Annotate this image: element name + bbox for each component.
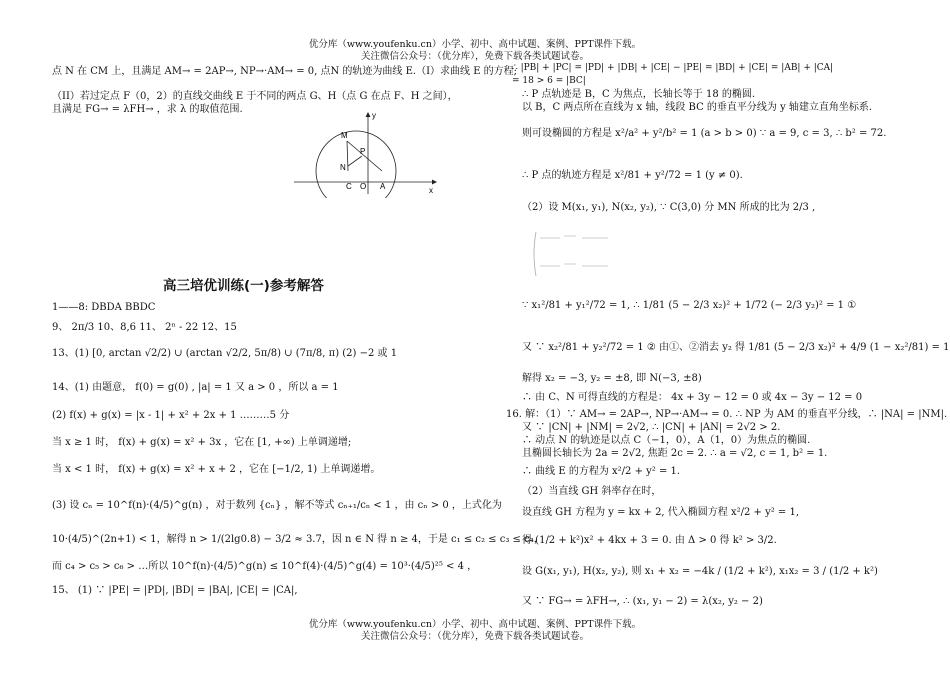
problem-text-line-3: 且满足 FG→ = λFH→ ，求 λ 的取值范围. (52, 104, 243, 115)
right-trajectory-equation: ∴ P 点的轨迹方程是 x²/81 + y²/72 = 1 (y ≠ 0). (522, 170, 743, 181)
label-m: M (341, 131, 348, 140)
header-line-1: 优分库（www.youfenku.cn）小学、初中、高中试题、案例、PPT课件下载。 (308, 39, 642, 50)
right-part2-setup: （2）设 M(x₁, y₁), N(x₂, y₂), ∵ C(3,0) 分 MN 所成的比为 2/3 , (522, 202, 816, 213)
right-line-cn: ∴ 由 C、N 可得直线的方程是： 4x + 3y − 12 = 0 或 4x − 3y − 12 = 0 (522, 392, 863, 403)
y-axis-arrow (366, 112, 371, 117)
segment-ma (347, 141, 382, 171)
answer-16-vector: 又 ∵ FG→ = λFH→, ∴ (x₁, y₁ − 2) = λ(x₂, y₂ − 2) (522, 596, 763, 607)
label-o: O (360, 182, 367, 191)
right-solution-n: 解得 x₂ = −3, y₂ = ±8, 即 N(−3, ±8) (522, 373, 702, 384)
answer-9-12: 9、 2π/3 10、8,6 11、 2ⁿ - 22 12、15 (52, 322, 237, 333)
answer-15-start: 15、 (1) ∵ |PE| = |PD|, |BD| = |BA|, |CE| = |CA|, (52, 585, 298, 596)
right-line-1: ∴ |PB| + |PC| = |PD| + |DB| + |CE| − |PE| = |BD| + |CE| = |AB| + |CA| (512, 63, 834, 73)
answer-16-part2: （2）当直线 GH 斜率存在时， (522, 486, 662, 497)
answer-14-part1: 14、(1) 由题意， f(0) = g(0) , |a| = 1 又 a > 0 ，所以 a = 1 (52, 382, 339, 393)
page-title: 高三培优训练(一)参考解答 (163, 278, 324, 294)
right-equation-1: ∵ x₁²/81 + y₁²/72 = 1, ∴ 1/81 (5 − 2/3 x₂)² + 1/72 (− 2/3 y₂)² = 1 ① (522, 300, 857, 311)
answer-14-part3: (3) 设 cₙ = 10^f(n)·(4/5)^g(n) ，对于数列 {cₙ} ，解不等式 cₙ₊₁/cₙ < 1 ，由 cₙ > 0 ，上式化为 (52, 500, 502, 511)
answer-16-quadratic: 得 (1/2 + k²)x² + 4kx + 3 = 0. 由 Δ > 0 得 k² > 3/2. (522, 535, 777, 546)
answer-14-part2: (2) f(x) + g(x) = |x - 1| + x² + 2x + 1 ………5 分 (52, 410, 290, 421)
answer-14-case2: 当 x < 1 时， f(x) + g(x) = x² + x + 2 ，它在 [−1/2, 1) 上单调递增。 (52, 464, 381, 475)
label-a: A (380, 182, 386, 191)
right-equation-2: 又 ∵ x₂²/81 + y₂²/72 = 1 ② 由①、②消去 y₂ 得 1/81 (5 − 2/3 x₂)² + 4/9 (1 − x₂²/81) = 1 (522, 342, 950, 353)
right-line-4: 以 B，C 两点所在直线为 x 轴，线段 BC 的垂直平分线为 y 轴建立直角坐标系. (522, 102, 873, 113)
label-p: P (360, 147, 366, 156)
circle-figure (290, 108, 440, 198)
right-line-2: = 18 > 6 = |BC| (512, 76, 586, 86)
footer-line-1: 优分库（www.youfenku.cn）小学、初中、高中试题、案例、PPT课件下载。 (308, 619, 642, 630)
answer-14-case1: 当 x ≥ 1 时， f(x) + g(x) = x² + 3x ，它在 [1, +∞) 上单调递增; (52, 437, 352, 448)
problem-text-line-2: （II）若过定点 F（0，2）的直线交曲线 E 于不同的两点 G、H（点 G 在点 F、H 之间）， (52, 91, 458, 102)
answer-16-line-gh: 设直线 GH 方程为 y = kx + 2, 代入椭圆方程 x²/2 + y² = 1, (522, 507, 800, 518)
answer-16-part1: 16. 解：（1）∵ AM→ = 2AP→, NP→·AM→ = 0. ∴ NP 为 AM 的垂直平分线，∴ |NA| = |NM|. (506, 409, 948, 420)
answer-1-8: 1——8: DBDA BBDC (52, 302, 156, 313)
problem-text-line-1: 点 N 在 CM 上，且满足 AM→ = 2AP→, NP→·AM→ = 0, 点N 的轨迹为曲线 E.（I）求曲线 E 的方程; (52, 66, 518, 77)
answer-14-conclusion: 而 c₄ > c₅ > c₆ > …所以 10^f(n)·(4/5)^g(n) ≤ 10^f(4)·(4/5)^g(4) = 10³·(4/5)²⁵ < 4 ， (52, 561, 478, 572)
right-line-3: ∴ P 点轨迹是 B，C 为焦点，长轴长等于 18 的椭圆. (522, 89, 756, 100)
label-y: y (372, 111, 376, 120)
answer-16-vieta: 设 G(x₁, y₁), H(x₂, y₂), 则 x₁ + x₂ = −4k / (1/2 + k²), x₁x₂ = 3 / (1/2 + k²) (522, 566, 878, 577)
segment-np (348, 156, 362, 166)
header-line-2: 关注微信公众号：（优分库），免费下载各类试题试卷。 (360, 51, 589, 62)
label-c: C (346, 182, 352, 191)
right-ellipse-setup: 则可设椭圆的方程是 x²/a² + y²/b² = 1 (a > b > 0) ∵ a = 9, c = 3, ∴ b² = 72. (522, 128, 887, 139)
answer-16-line2: 又 ∵ |CN| + |NM| = 2√2, ∴ |CN| + |AN| = 2√2 > 2. (522, 422, 781, 433)
answer-16-line3: ∴ 动点 N 的轨迹是以点 C（−1，0），A（1，0）为焦点的椭圆. (522, 435, 811, 446)
segment-cm (347, 141, 348, 171)
answer-14-solve: 10·(4/5)^(2n+1) < 1，解得 n > 1/(2lg0.8) − 3/2 ≈ 3.7，因 n ∈ N 得 n ≥ 4，于是 c₁ ≤ c₂ ≤ c₃ ≤ c₄， (52, 534, 544, 545)
label-x: x (429, 186, 433, 195)
answer-13: 13、(1) [0, arctan √2/2) ∪ (arctan √2/2, 5π/8) ∪ (7π/8, π) (2) −2 或 1 (52, 348, 398, 359)
label-n: N (340, 163, 346, 172)
footer-line-2: 关注微信公众号：（优分库），免费下载各类试题试卷。 (360, 631, 589, 642)
answer-16-line4: 且椭圆长轴长为 2a = 2√2, 焦距 2c = 2. ∴ a = √2, c = 1, b² = 1. (522, 448, 828, 459)
faint-equation-image (530, 226, 626, 282)
answer-16-curve-equation: ∴ 曲线 E 的方程为 x²/2 + y² = 1. (522, 466, 681, 477)
x-axis-arrow (432, 180, 437, 185)
